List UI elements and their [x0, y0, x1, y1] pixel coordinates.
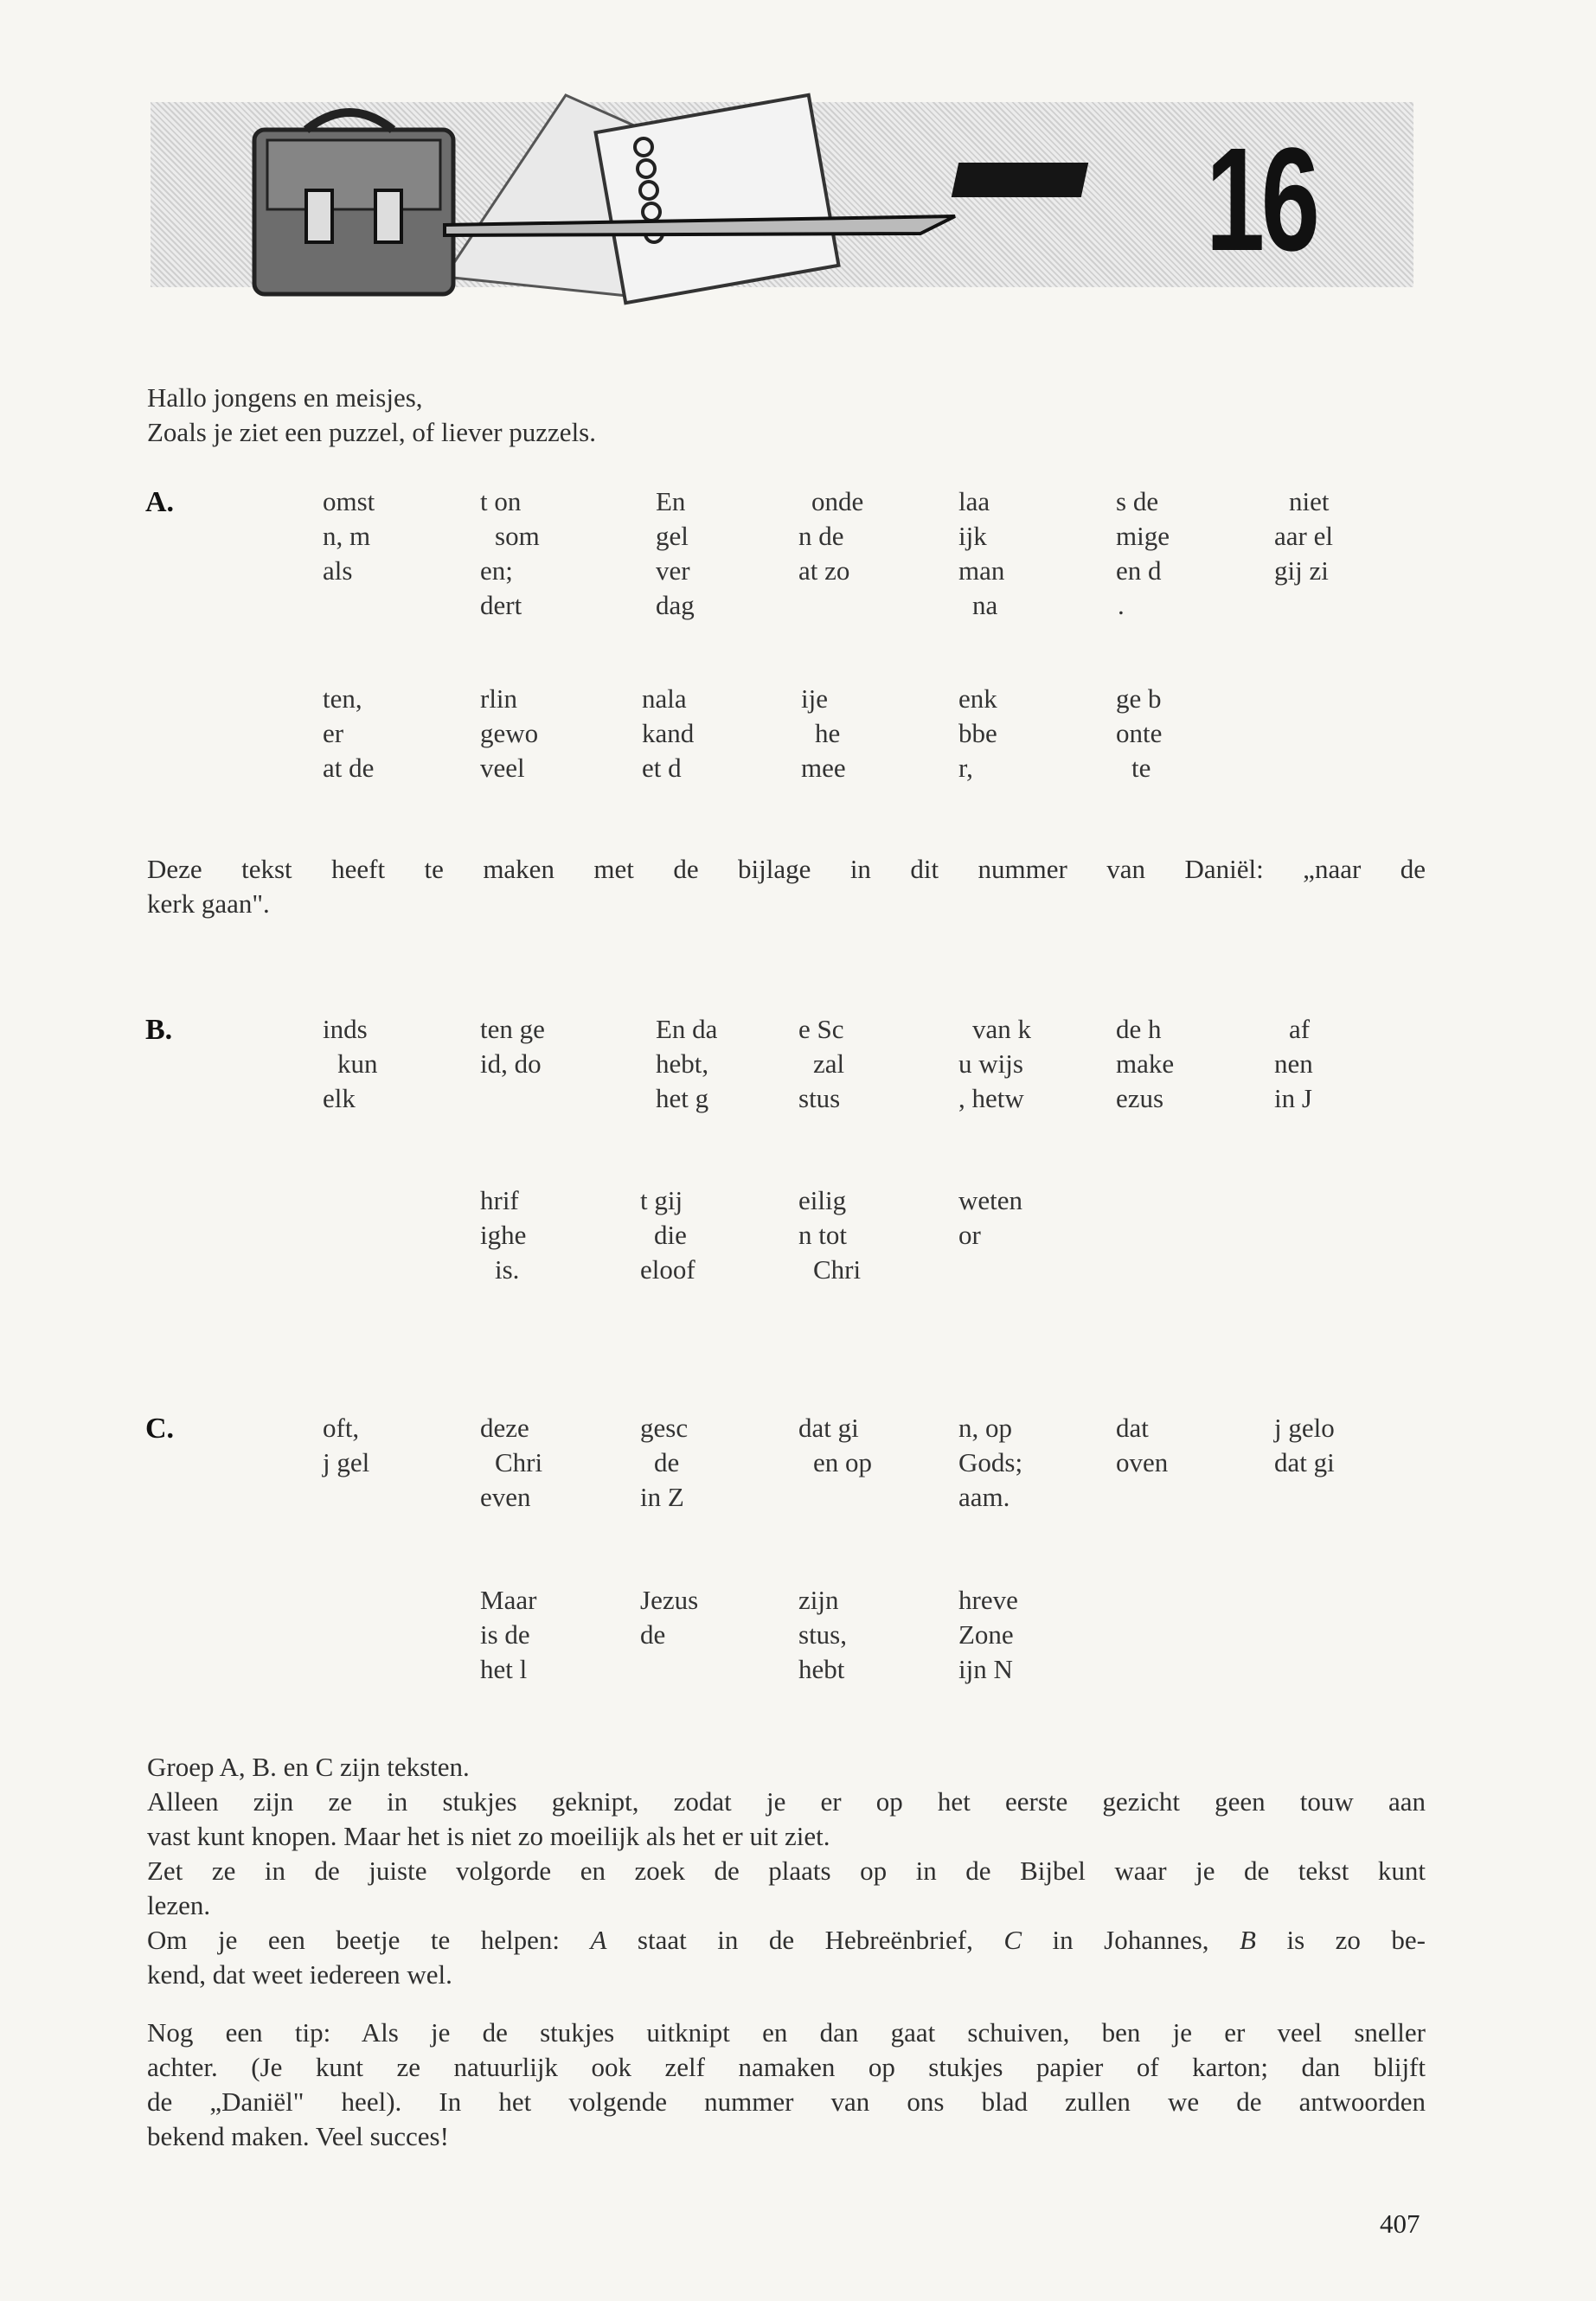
- puzzle-fragment: ver: [656, 555, 690, 586]
- instruction-span: C: [1003, 1925, 1022, 1955]
- instruction-line: lezen.: [147, 1890, 211, 1920]
- puzzle-fragment: gewo: [480, 718, 539, 748]
- puzzle-fragment: eilig: [798, 1185, 847, 1215]
- puzzle-fragment: et d: [642, 753, 682, 783]
- puzzle-fragment: n, op: [958, 1413, 1012, 1443]
- puzzle-fragment: n, m: [323, 521, 371, 551]
- puzzle-fragment: j gelo: [1274, 1413, 1335, 1443]
- puzzle-fragment: .: [1118, 590, 1125, 620]
- instruction-span: Om je een beetje te helpen:: [147, 1925, 591, 1955]
- puzzle-fragment: het g: [656, 1083, 709, 1113]
- puzzle-fragment: als: [323, 555, 353, 586]
- puzzle-fragment: de: [640, 1619, 666, 1650]
- puzzle-fragment: En da: [656, 1014, 718, 1044]
- puzzle-fragment: eloof: [640, 1254, 695, 1285]
- puzzle-fragment: hreve: [958, 1585, 1018, 1615]
- puzzle-fragment: kand: [642, 718, 695, 748]
- puzzle-fragment: even: [480, 1482, 531, 1512]
- puzzle-fragment: te: [1131, 753, 1151, 783]
- instruction-line: bekend maken. Veel succes!: [147, 2121, 449, 2151]
- puzzle-fragment: oft,: [323, 1413, 360, 1443]
- puzzle-fragment: weten: [958, 1185, 1023, 1215]
- puzzle-fragment: gel: [656, 521, 689, 551]
- puzzle-fragment: dag: [656, 590, 695, 620]
- instruction-span: B: [1240, 1925, 1256, 1955]
- puzzle-fragment: n tot: [798, 1220, 847, 1250]
- puzzle-fragment: Jezus: [640, 1585, 699, 1615]
- puzzle-fragment: is de: [480, 1619, 530, 1650]
- puzzle-fragment: de h: [1116, 1014, 1162, 1044]
- intro-greeting: Hallo jongens en meisjes,: [147, 382, 423, 413]
- puzzle-fragment: ge b: [1116, 683, 1162, 714]
- puzzle-fragment: dat gi: [798, 1413, 859, 1443]
- puzzle-fragment: make: [1116, 1048, 1175, 1079]
- intro-line: Zoals je ziet een puzzel, of liever puzzels.: [147, 417, 596, 447]
- instruction-line: Zet ze in de juiste volgorde en zoek de plaats op in de Bijbel waar je de tekst kunt: [147, 1856, 1426, 1886]
- puzzle-fragment: ten,: [323, 683, 362, 714]
- puzzle-fragment: e Sc: [798, 1014, 844, 1044]
- puzzle-fragment: nen: [1274, 1048, 1313, 1079]
- page-number: 407: [1380, 2208, 1420, 2239]
- puzzle-fragment: ijn N: [958, 1654, 1013, 1684]
- puzzle-fragment: he: [815, 718, 841, 748]
- puzzle-fragment: die: [654, 1220, 687, 1250]
- puzzle-fragment: Gods;: [958, 1447, 1023, 1477]
- puzzle-fragment: stus: [798, 1083, 841, 1113]
- puzzle-a-note-cont: kerk gaan".: [147, 888, 270, 919]
- puzzle-fragment: nala: [642, 683, 687, 714]
- puzzle-fragment: gij zi: [1274, 555, 1329, 586]
- puzzle-fragment: omst: [323, 486, 375, 516]
- puzzle-fragment: hebt: [798, 1654, 845, 1684]
- puzzle-fragment: id, do: [480, 1048, 542, 1079]
- puzzle-fragment: laa: [958, 486, 990, 516]
- puzzle-fragment: dat gi: [1274, 1447, 1335, 1477]
- puzzle-fragment: rlin: [480, 683, 518, 714]
- school-supplies-illustration: [237, 87, 981, 311]
- puzzle-fragment: in Z: [640, 1482, 684, 1512]
- puzzle-fragment: hebt,: [656, 1048, 709, 1079]
- instruction-line: Groep A, B. en C zijn teksten.: [147, 1752, 470, 1782]
- puzzle-fragment: j gel: [323, 1447, 370, 1477]
- puzzle-fragment: ije: [801, 683, 828, 714]
- header-banner: [151, 102, 1413, 287]
- puzzle-fragment: onde: [811, 486, 864, 516]
- puzzle-fragment: stus,: [798, 1619, 847, 1650]
- puzzle-fragment: bbe: [958, 718, 997, 748]
- notebook-icon: [596, 95, 839, 303]
- puzzle-fragment: aar el: [1274, 521, 1333, 551]
- puzzle-fragment: at de: [323, 753, 375, 783]
- instruction-span: staat in de Hebreënbrief,: [606, 1925, 1004, 1955]
- puzzle-fragment: man: [958, 555, 1005, 586]
- puzzle-fragment: en op: [813, 1447, 873, 1477]
- bag-handle-icon: [306, 112, 393, 130]
- puzzle-fragment: kun: [337, 1048, 378, 1079]
- instruction-span: in Johannes,: [1022, 1925, 1240, 1955]
- puzzle-fragment: u wijs: [958, 1048, 1023, 1079]
- puzzle-c-label: C.: [145, 1413, 175, 1445]
- puzzle-fragment: or: [958, 1220, 981, 1250]
- instruction-line: kend, dat weet iedereen wel.: [147, 1959, 452, 1990]
- instruction-line: Alleen zijn ze in stukjes geknipt, zodat je er op het eerste gezicht geen touw aan: [147, 1786, 1426, 1817]
- puzzle-fragment: van k: [972, 1014, 1032, 1044]
- puzzle-fragment: n de: [798, 521, 844, 551]
- puzzle-fragment: niet: [1289, 486, 1330, 516]
- puzzle-fragment: zal: [813, 1048, 845, 1079]
- puzzle-fragment: de: [654, 1447, 680, 1477]
- puzzle-fragment: oven: [1116, 1447, 1169, 1477]
- puzzle-fragment: inds: [323, 1014, 368, 1044]
- puzzle-fragment: elk: [323, 1083, 356, 1113]
- instruction-line: Nog een tip: Als je de stukjes uitknipt en dan gaat schuiven, ben je er veel sneller: [147, 2017, 1426, 2048]
- puzzle-fragment: af: [1289, 1014, 1311, 1044]
- puzzle-fragment: Chri: [813, 1254, 862, 1285]
- instruction-line: achter. (Je kunt ze natuurlijk ook zelf namaken op stukjes papier of karton; dan blijft: [147, 2052, 1426, 2082]
- puzzle-fragment: som: [495, 521, 540, 551]
- puzzle-fragment: ighe: [480, 1220, 527, 1250]
- puzzle-fragment: mee: [801, 753, 846, 783]
- puzzle-fragment: hrif: [480, 1185, 519, 1215]
- puzzle-fragment: er: [323, 718, 344, 748]
- puzzle-fragment: at zo: [798, 555, 850, 586]
- puzzle-fragment: dat: [1116, 1413, 1149, 1443]
- puzzle-fragment: Chri: [495, 1447, 543, 1477]
- puzzle-fragment: s de: [1116, 486, 1159, 516]
- puzzle-fragment: en;: [480, 555, 513, 586]
- puzzle-fragment: aam.: [958, 1482, 1010, 1512]
- banner-dark-bar: [952, 163, 1089, 197]
- puzzle-fragment: en d: [1116, 555, 1162, 586]
- puzzle-fragment: gesc: [640, 1413, 689, 1443]
- puzzle-fragment: ijk: [958, 521, 987, 551]
- puzzle-fragment: na: [972, 590, 998, 620]
- puzzle-fragment: ten ge: [480, 1014, 545, 1044]
- puzzle-fragment: enk: [958, 683, 997, 714]
- puzzle-fragment: En: [656, 486, 686, 516]
- instruction-span: is zo be-: [1255, 1925, 1426, 1955]
- issue-number: 16: [1206, 118, 1317, 282]
- puzzle-fragment: is.: [495, 1254, 520, 1285]
- instruction-line: vast kunt knopen. Maar het is niet zo moeilijk als het er uit ziet.: [147, 1821, 830, 1851]
- puzzle-a-label: A.: [145, 486, 175, 518]
- instruction-line: de „Daniël" heel). In het volgende nummer van ons blad zullen we de antwoorden: [147, 2086, 1426, 2117]
- puzzle-fragment: mige: [1116, 521, 1170, 551]
- puzzle-fragment: zijn: [798, 1585, 839, 1615]
- puzzle-fragment: Maar: [480, 1585, 537, 1615]
- puzzle-fragment: ezus: [1116, 1083, 1164, 1113]
- puzzle-fragment: in J: [1274, 1083, 1312, 1113]
- puzzle-fragment: Zone: [958, 1619, 1014, 1650]
- puzzle-b-label: B.: [145, 1014, 173, 1046]
- puzzle-fragment: veel: [480, 753, 525, 783]
- puzzle-fragment: t gij: [640, 1185, 683, 1215]
- puzzle-fragment: , hetw: [958, 1083, 1024, 1113]
- puzzle-fragment: t on: [480, 486, 522, 516]
- puzzle-fragment: onte: [1116, 718, 1163, 748]
- puzzle-a-note: Deze tekst heeft te maken met de bijlage in dit nummer van Daniël: „naar de: [147, 854, 1426, 884]
- puzzle-fragment: deze: [480, 1413, 529, 1443]
- puzzle-fragment: het l: [480, 1654, 528, 1684]
- instruction-span: A: [590, 1925, 607, 1955]
- puzzle-fragment: r,: [958, 753, 973, 783]
- instruction-line: [147, 1923, 1426, 1958]
- puzzle-fragment: dert: [480, 590, 522, 620]
